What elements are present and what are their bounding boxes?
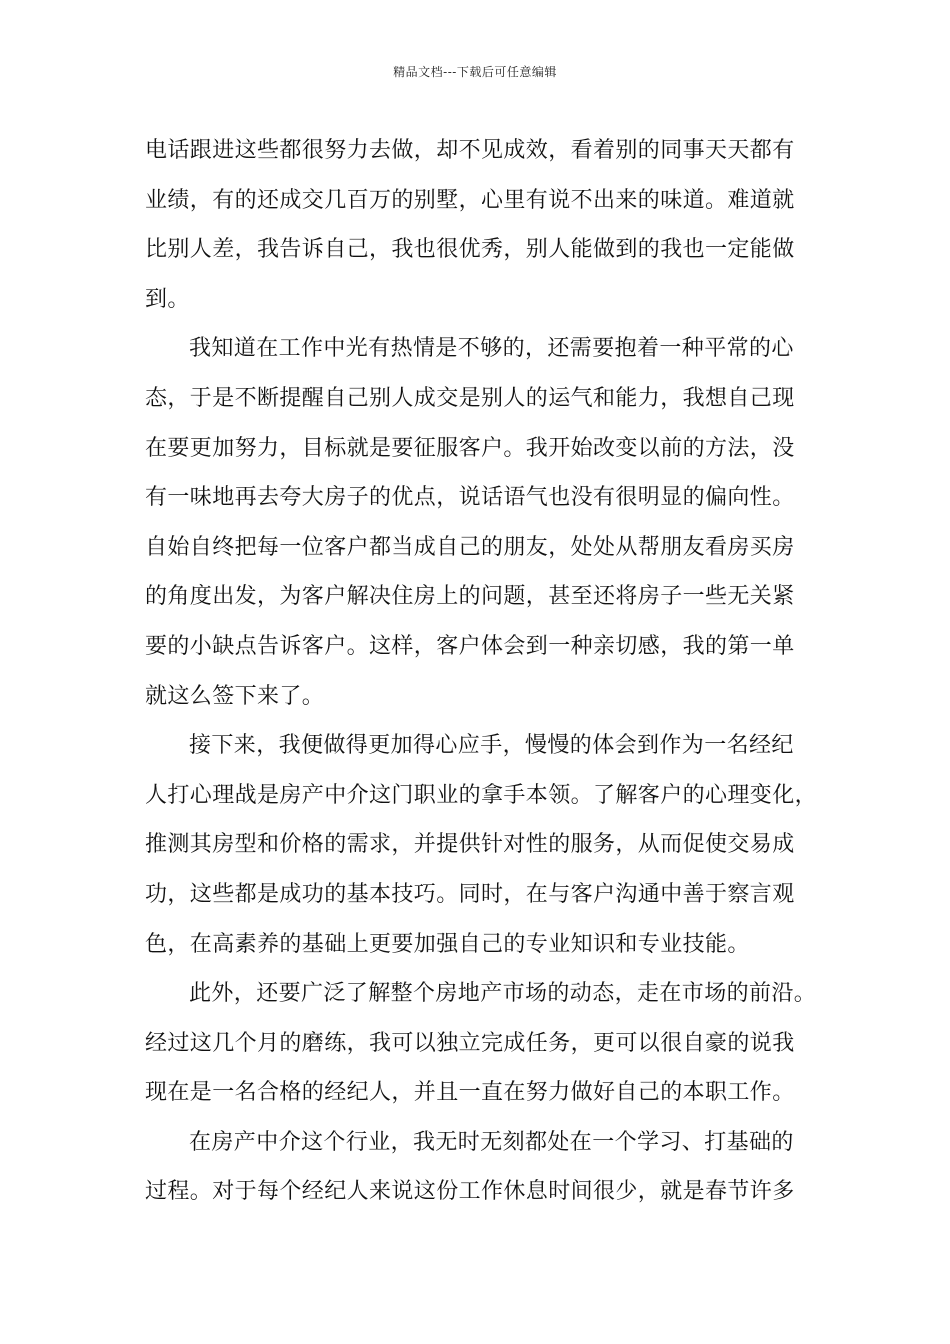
text-line: 自始自终把每一位客户都当成自己的朋友，处处从帮朋友看房买房	[145, 534, 795, 560]
text-line: 比别人差，我告诉自己，我也很优秀，别人能做到的我也一定能做	[145, 237, 795, 263]
text-line: 就这么签下来了。	[145, 683, 325, 709]
text-line: 色，在高素养的基础上更要加强自己的专业知识和专业技能。	[145, 931, 750, 957]
text-line: 功，这些都是成功的基本技巧。同时，在与客户沟通中善于察言观	[145, 881, 795, 907]
text-line: 的角度出发，为客户解决住房上的问题，甚至还将房子一些无关紧	[145, 584, 795, 610]
paragraph-first-line: 接下来，我便做得更加得心应手，慢慢的体会到作为一名经纪	[189, 733, 794, 759]
text-line: 业绩，有的还成交几百万的别墅，心里有说不出来的味道。难道就	[145, 187, 795, 213]
text-line: 有一味地再去夸大房子的优点，说话语气也没有很明显的偏向性。	[145, 485, 795, 511]
page-header: 精品文档---下载后可任意编辑	[393, 65, 557, 79]
text-line: 现在是一名合格的经纪人，并且一直在努力做好自己的本职工作。	[145, 1080, 795, 1106]
paragraph-first-line: 此外，还要广泛了解整个房地产市场的动态，走在市场的前沿。	[189, 981, 817, 1007]
text-line: 要的小缺点告诉客户。这样，客户体会到一种亲切感，我的第一单	[145, 633, 795, 659]
text-line: 推测其房型和价格的需求，并提供针对性的服务，从而促使交易成	[145, 832, 795, 858]
text-line: 人打心理战是房产中介这门职业的拿手本领。了解客户的心理变化，	[145, 782, 818, 808]
text-line: 经过这几个月的磨练，我可以独立完成任务，更可以很自豪的说我	[145, 1030, 795, 1056]
text-line: 到。	[145, 286, 190, 312]
text-line: 在要更加努力，目标就是要征服客户。我开始改变以前的方法，没	[145, 435, 795, 461]
text-line: 态，于是不断提醒自己别人成交是别人的运气和能力，我想自己现	[145, 385, 795, 411]
text-line: 电话跟进这些都很努力去做，却不见成效，看着别的同事天天都有	[145, 138, 795, 163]
text-line: 过程。对于每个经纪人来说这份工作休息时间很少，就是春节许多	[145, 1179, 795, 1205]
paragraph-first-line: 我知道在工作中光有热情是不够的，还需要抱着一种平常的心	[189, 336, 794, 362]
document-body	[145, 131, 818, 1222]
paragraph-first-line: 在房产中介这个行业，我无时无刻都处在一个学习、打基础的	[189, 1129, 794, 1155]
